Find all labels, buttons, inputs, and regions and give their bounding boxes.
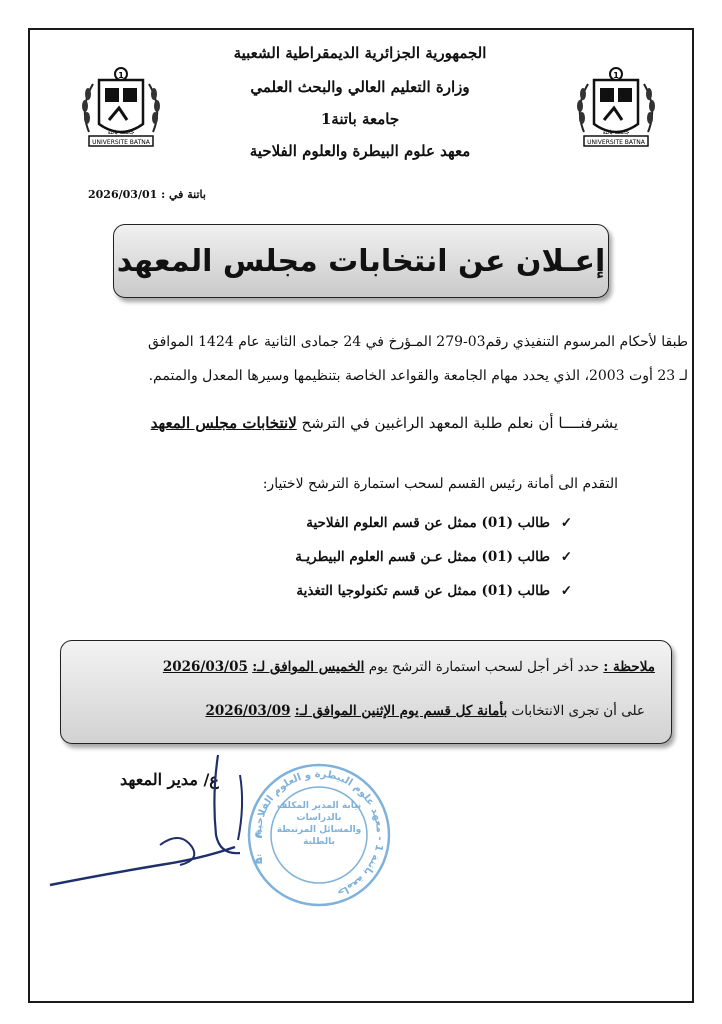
university-logo-left	[75, 62, 167, 154]
note-line-2	[205, 703, 645, 719]
signature	[40, 735, 280, 895]
date-value: 2026/03/01	[88, 188, 158, 201]
checkmark-icon: ✓	[560, 549, 572, 565]
note-box	[60, 640, 672, 744]
header-republic: الجمهورية الجزائرية الديمقراطية الشعبية	[233, 44, 487, 62]
stamp-rect-line-2: ة	[254, 848, 262, 869]
body-paragraph-1-line-1: طبقا لأحكام المرسوم التنفيذي رقم03-279 المـؤرخ في 24 جمادى الثانية عام 1424 الموافق	[147, 334, 688, 350]
university-logo-right	[570, 62, 662, 154]
list-item	[306, 515, 572, 531]
logo-left-number: 1	[118, 71, 124, 80]
paragraph-2-text: يشرفنــــا أن نعلم طلبة المعهد الراغبين في الترشح	[301, 414, 618, 432]
header-university: جامعة باتنة1	[320, 110, 400, 128]
logo-left-caption: UNIVERSITE BATNA	[92, 139, 150, 146]
note-line-2-emphasis: بأمانة كل قسم يوم الإثنين الموافق لـ:	[294, 703, 508, 719]
note-line-1-text: حدد أخر أجل لسحب استمارة الترشح يوم	[368, 659, 600, 675]
note-line-1-date: 2026/03/05	[162, 659, 248, 675]
header-ministry: وزارة التعليم العالي والبحث العلمي	[250, 78, 470, 96]
announcement-title: إعـلان عن انتخابات مجلس المعهد	[116, 243, 606, 279]
list-item	[295, 549, 572, 565]
body-paragraph-2	[151, 414, 618, 432]
director-title: ع/ مدير المعهد	[120, 770, 219, 789]
stamp-round-inner-text: نيابة المدير المكلف بالدراسات والمسائل المرتبطة بالطلبة	[276, 801, 362, 847]
list-item-text: طالب (01) ممثل عن قسم تكنولوجيا التغذية	[296, 583, 550, 599]
document-date	[88, 188, 228, 201]
note-line-1	[163, 659, 655, 675]
note-line-1-day: الخميس الموافق لـ:	[252, 659, 365, 675]
stamp-round-outer-text: جامعة باتنة 1 - معهد علوم البيطرة و العلوم الفلاحية	[252, 768, 386, 898]
header-institute: معهد علوم البيطرة والعلوم الفلاحية	[249, 142, 471, 160]
checkmark-icon: ✓	[560, 515, 572, 531]
note-line-2-date: 2026/03/09	[205, 703, 291, 719]
checkmark-icon: ✓	[560, 583, 572, 599]
logo-right-caption: UNIVERSITE BATNA	[587, 139, 645, 146]
announcement-title-box	[113, 224, 609, 298]
list-item-text: طالب (01) ممثل عن قسم العلوم الفلاحية	[306, 515, 550, 531]
date-label: باتنة في :	[161, 188, 206, 201]
logo-left-arabic: جامعة باتنة	[107, 129, 135, 136]
logo-right-arabic: جامعة باتنة	[602, 129, 630, 136]
body-paragraph-1-line-2: لـ 23 أوت 2003، الذي يحدد مهام الجامعة والقواعد الخاصة بتنظيمها وسيرها المعدل والمتمم.	[148, 368, 688, 384]
paragraph-2-emphasis: لانتخابات مجلس المعهد	[150, 414, 297, 432]
body-paragraph-3: التقدم الى أمانة رئيس القسم لسحب استمارة الترشح لاختيار:	[262, 476, 618, 492]
note-label: ملاحظة :	[603, 659, 655, 675]
list-item-text: طالب (01) ممثل عـن قسم العلوم البيطريـة	[295, 549, 550, 565]
list-item	[296, 583, 572, 599]
logo-right-number: 1	[613, 71, 619, 80]
note-line-2-text: على أن تجرى الانتخابات	[511, 703, 645, 719]
